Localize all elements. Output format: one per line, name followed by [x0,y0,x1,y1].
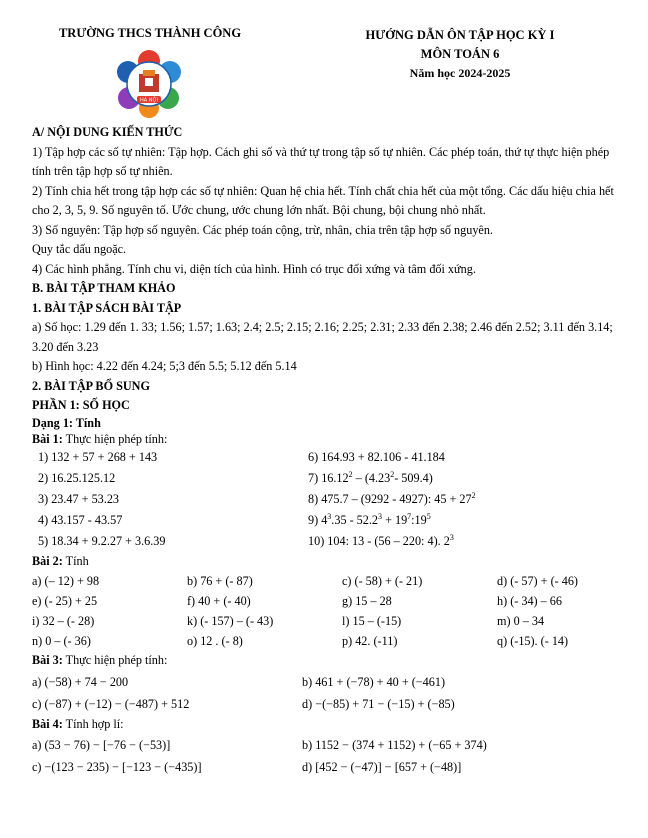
bai-1-item: 7) 16.12$^2$ – (4.23$^2$- 509.4) [308,469,433,485]
bai-3-item: a) (−58) + 74 − 200 [32,674,129,689]
bai-3-text: Thực hiện phép tính: [65,653,168,667]
bai-4-item: b) 1152 − (374 + 1152) + (−65 + 374) [302,738,487,752]
school-logo [113,48,185,120]
bai-3-heading [32,651,622,671]
bai-2-label: Bài 2: [32,553,63,568]
bai-1-item: 6) 164.93 + 82.106 - 41.184 [308,449,445,464]
bai-4-item: c) −(123 − 235) − [−123 − (−435)] [32,760,202,774]
title-line-2: MÔN TOÁN 6 [420,47,500,61]
bai-2-item: c) (- 58) + (- 21) [342,574,423,588]
bai-3-item: b) 461 + (−78) + 40 + (−461) [302,674,446,689]
bai-2-heading [32,552,622,572]
part-1-title: PHẦN 1: SỐ HỌC [32,398,130,412]
bai-1-item: 9) $4^3.35 - 52.2^3$ + $19^7:19^5$ [308,511,431,527]
bai-2-item: b) 76 + (- 87) [187,574,253,588]
bai-3-label: Bài 3: [32,653,63,667]
bai-2-item: e) (- 25) + 25 [32,594,98,608]
bai-3-item: c) (−87) + (−12) − (−487) + 512 [32,696,190,711]
bai-2-item: m) 0 – 34 [497,614,545,628]
bai-2-list [32,571,622,651]
school-name: TRƯỜNG THCS THÀNH CÔNG [58,26,242,40]
title-line-1: HƯỚNG DẪN ÔN TẬP HỌC KỲ I [365,28,555,42]
school-year: Năm học 2024-2025 [409,66,511,80]
bai-2-item: n) 0 – (- 36) [32,634,91,648]
section-a-item-4: 4) Các hình phẳng. Tính chu vi, diện tích của hình. Hình có trục đối xứng và tâm đối xứng. [32,261,476,276]
bai-2-text: Tính [65,553,89,568]
bai-1-item: 1) 132 + 57 + 268 + 143 [38,449,158,464]
bai-1-text: Thực hiện phép tính: [65,431,168,446]
bai-2-item: o) 12 . (- 8) [187,634,243,648]
bai-2-item: i) 32 – (- 28) [32,614,95,628]
subsection-1-title: 1. BÀI TẬP SÁCH BÀI TẬP [32,300,182,315]
bai-1-item: 4) 43.157 - 43.57 [38,512,123,527]
bai-1-list [32,447,622,552]
bai-2-item: q) (-15). (- 14) [497,634,569,648]
bai-1-item: 10) 104: 13 - (56 – 220: 4). $2^3$ [308,532,454,548]
bai-4-list [32,734,622,778]
dang-1-title: Dạng 1: Tính [32,415,101,430]
bai-1-item: 5) 18.34 + 9.2.27 + 3.6.39 [38,533,166,548]
section-b-title: B. BÀI TẬP THAM KHẢO [32,281,176,295]
bai-2-item: k) (- 157) – (- 43) [187,614,274,628]
bai-4-item: a) (53 − 76) − [−76 − (−53)] [32,738,171,752]
bai-2-item: p) 42. (-11) [342,634,398,648]
bai-1-item: 8) 475.7 – (9292 - 4927): $45 + 27^2$ [308,490,476,506]
bai-1-item: 3) 23.47 + 53.23 [38,491,120,506]
document-header [330,26,590,83]
bai-2-item: a) (– 12) + 98 [32,574,100,588]
sbt-geometry: b) Hình học: 4.22 đến 4.24; 5;3 đến 5.5; 5.12 đến 5.14 [32,359,297,373]
bai-3-item: d) −(−85) + 71 − (−15) + (−85) [302,696,455,711]
bai-1-heading [32,431,622,447]
bai-4-item: d) [452 − (−47)] − [657 + (−48)] [302,760,462,774]
section-a-item-3b: Quy tắc dấu ngoặc. [32,242,127,256]
bai-4-text: Tính hợp lí: [65,716,124,731]
bai-2-item: h) (- 34) – 66 [497,594,562,608]
section-a-title: A/ NỘI DUNG KIẾN THỨC [32,125,183,139]
logo-text: HÀ NỘI [140,97,158,104]
bai-1-item: 2) 16.25.125.12 [38,470,116,485]
bai-4-heading [32,715,622,735]
section-a-item-3: 3) Số nguyên: Tập hợp số nguyên. Các phép toán cộng, trừ, nhân, chia trên tập hợp số nguyên. [32,222,493,237]
sbt-arithmetic: a) Số học: 1.29 đến 1. 33; 1.56; 1.57; 1.63; 2.4; 2.5; 2.15; 2.16; 2.25; 2.31; 2.33 đến 2.38; 2.46 đến 2.52; 3.11 đến 3.14; 3.20 đến 3.23 [32,320,613,354]
bai-2-item: l) 15 – (-15) [342,614,402,628]
document-body [32,123,622,778]
bai-2-item: f) 40 + (- 40) [187,594,251,608]
bai-3-list [32,671,622,715]
section-a-item-1: 1) Tập hợp các số tự nhiên: Tập hợp. Cách ghi số và thứ tự trong tập số tự nhiên. Các phép toán, thứ tự thực hiện phép tính trên tập hợp số tự nhiên. [32,144,610,178]
bai-4-label: Bài 4: [32,716,63,731]
bai-1-label: Bài 1: [32,431,63,446]
section-a-item-2: 2) Tính chia hết trong tập hợp các số tự nhiên: Quan hệ chia hết. Tính chất chia hết của một tổng. Các dấu hiệu chia hết cho 2, 3, 5, 9. Số nguyên tố. Ước chung, ước chung lớn nhất. Bội chung, bội chung nhỏ nhất. [32,183,614,217]
bai-2-item: g) 15 – 28 [342,594,392,608]
bai-2-item: d) (- 57) + (- 46) [497,574,578,588]
subsection-2-title: 2. BÀI TẬP BỔ SUNG [32,378,150,393]
